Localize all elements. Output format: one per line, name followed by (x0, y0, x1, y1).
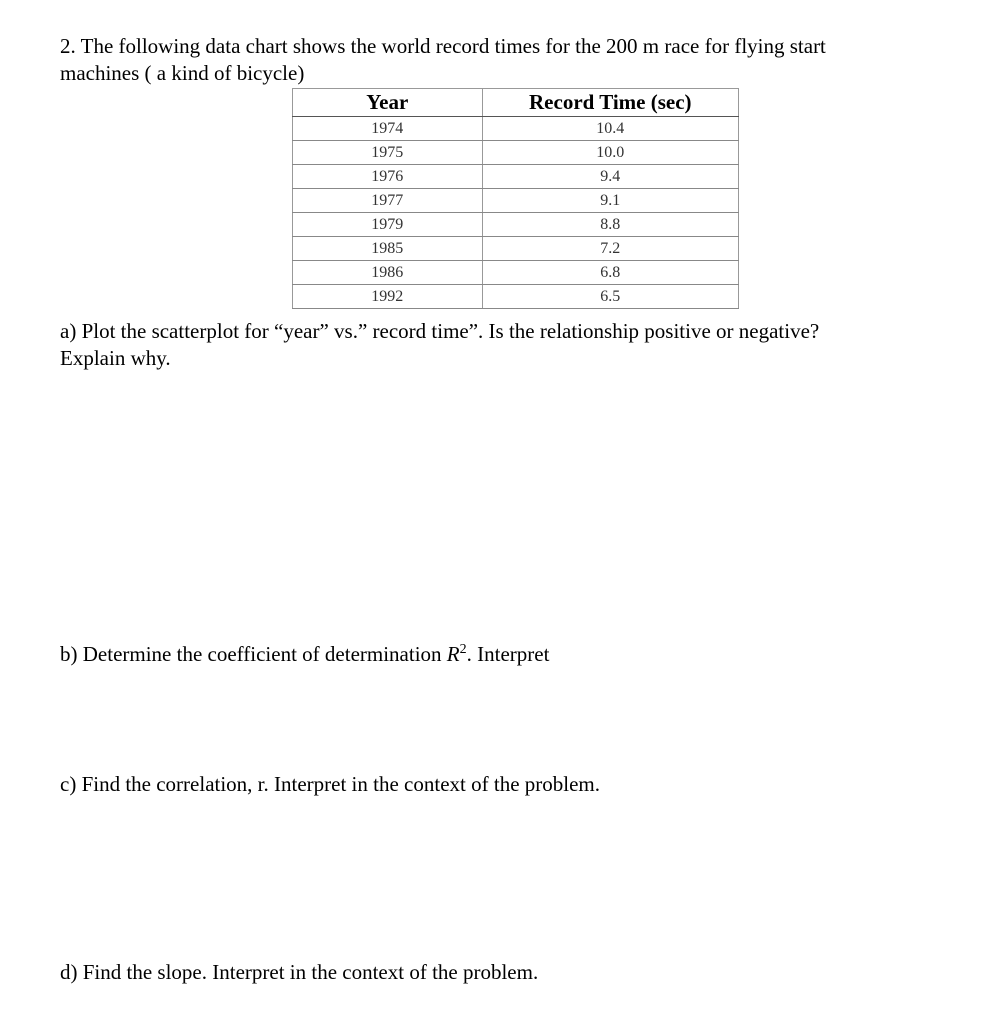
record-time-cell: 9.1 (482, 189, 738, 213)
year-cell: 1992 (293, 285, 483, 309)
table-row (293, 141, 739, 165)
year-cell: 1975 (293, 141, 483, 165)
record-time-cell: 10.4 (482, 117, 738, 141)
table-row (293, 285, 739, 309)
year-cell: 1976 (293, 165, 483, 189)
question-intro-line-1: 2. The following data chart shows the world record times for the 200 m race for flying start (60, 34, 826, 58)
year-column-header: Year (293, 89, 483, 117)
part-b-suffix: . Interpret (466, 642, 550, 666)
table-row (293, 165, 739, 189)
part-c-question: c) Find the correlation, r. Interpret in the context of the problem. (60, 772, 600, 796)
record-time-cell: 6.8 (482, 261, 738, 285)
record-times-table (292, 88, 739, 309)
part-b-prefix: b) Determine the coefficient of determination (60, 642, 447, 666)
year-cell: 1977 (293, 189, 483, 213)
record-time-column-header: Record Time (sec) (482, 89, 738, 117)
part-b-question (60, 637, 549, 667)
record-time-cell: 8.8 (482, 213, 738, 237)
question-intro-line-2: machines ( a kind of bicycle) (60, 61, 305, 85)
table-row (293, 237, 739, 261)
year-cell: 1974 (293, 117, 483, 141)
r-squared-symbol: $R^2$ (446, 642, 467, 666)
table-row (293, 213, 739, 237)
part-a-question-line-1: a) Plot the scatterplot for “year” vs.” record time”. Is the relationship positive or negative? (60, 319, 820, 343)
record-time-cell: 6.5 (482, 285, 738, 309)
year-cell: 1986 (293, 261, 483, 285)
year-cell: 1979 (293, 213, 483, 237)
record-time-cell: 7.2 (482, 237, 738, 261)
table-header-row (293, 89, 739, 117)
year-cell: 1985 (293, 237, 483, 261)
part-d-question: d) Find the slope. Interpret in the context of the problem. (60, 960, 539, 984)
table-row (293, 261, 739, 285)
part-a-question-line-2: Explain why. (60, 346, 171, 370)
table-row (293, 189, 739, 213)
table-row (293, 117, 739, 141)
r-squared-exponent: 2 (459, 642, 467, 657)
record-time-cell: 9.4 (482, 165, 738, 189)
record-time-cell: 10.0 (482, 141, 738, 165)
